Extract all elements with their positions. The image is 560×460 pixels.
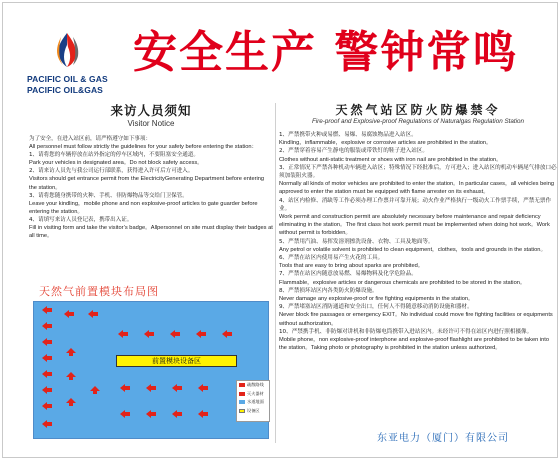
evacuation-arrow-icon <box>198 384 208 392</box>
evacuation-arrow-icon <box>120 410 130 418</box>
safety-signboard <box>2 2 558 458</box>
regulation-line: Never block fire passages or emergency EXIT。No individual could move fire fighting facilities or equipments without authorization。 <box>279 312 553 327</box>
equipment-zone: 前置模块设备区 <box>116 355 237 367</box>
company-name-line1: PACIFIC OIL & GAS <box>27 74 108 84</box>
company-name-line2: PACIFIC OIL&GAS <box>27 85 103 95</box>
module-layout-map <box>33 301 269 439</box>
legend-item <box>237 381 269 390</box>
legend-item <box>237 398 269 407</box>
legend-item <box>237 407 269 416</box>
legend-label: 灭火器材 <box>247 390 264 396</box>
regulation-line: Never damage any explosive-proof or fire fighting equipments in the station。 <box>279 296 474 303</box>
legend-item <box>237 390 269 399</box>
evacuation-arrow-icon <box>88 310 98 318</box>
evacuation-arrow-icon <box>42 306 52 314</box>
evacuation-arrow-icon <box>146 410 156 418</box>
visitor-notice-title: 来访人员须知 <box>110 103 192 118</box>
evacuation-arrow-icon <box>222 330 232 338</box>
regulation-line: Mobile phone，non explosive-proof interphone and explosive-proof flashlight are prohibited to be taken into the station。Taking photo or photography is prohibited in the station unless authorized。 <box>279 337 550 352</box>
visitor-line: 3、请将您随身携带的火种、手机、非防爆物品等交给门卫保管。 <box>29 192 188 199</box>
evacuation-arrow-icon <box>42 322 52 330</box>
main-title: 安全生产 警钟常鸣 <box>133 27 519 78</box>
layout-map-title: 天然气前置模块布局图 <box>39 285 159 298</box>
layout-legend <box>236 380 270 422</box>
regulation-line: 9、严禁堵塞站区消防通道和安全出口，任何人不得随意移动消防设施和器材。 <box>279 304 473 311</box>
evacuation-arrow-icon <box>144 330 154 338</box>
legend-swatch <box>239 400 245 404</box>
regulation-line: 2、严禁穿着容易产生静电的服装或带铁钉的鞋子进入站区。 <box>279 148 428 155</box>
evacuation-arrow-icon <box>172 410 182 418</box>
evacuation-arrow-icon <box>42 370 52 378</box>
legend-swatch <box>239 392 245 396</box>
regulation-line: Normally all kinds of motor vehicles are prohibited to enter the station。In particular cases，all vehicles being approved to enter the station must be equipped with flame arrester on its exhaust。 <box>279 181 555 196</box>
visitor-line: Leave your kindling，mobile phone and non explosive-proof articles to gate guarder before entering the station。 <box>29 200 258 215</box>
regulation-line: 6、严禁在站区内使用易产生火花的工具。 <box>279 255 384 262</box>
flame-logo-icon <box>49 31 85 69</box>
evacuation-arrow-icon <box>172 384 182 392</box>
evacuation-arrow-icon <box>196 330 206 338</box>
evacuation-arrow-icon <box>42 386 52 394</box>
legend-swatch <box>239 409 245 413</box>
evacuation-arrow-icon <box>66 372 76 380</box>
evacuation-arrow-icon <box>198 410 208 418</box>
evacuation-arrow-icon <box>42 354 52 362</box>
regulation-line: 7、严禁在站区内随意放易燃、易爆物料及化学危险品。 <box>279 271 417 278</box>
board-header <box>3 3 559 101</box>
fire-regulations-list <box>279 131 557 352</box>
visitor-line: Visitors should get entrance permit from the ElectricityGenerating Department before entering the station。 <box>29 176 265 191</box>
regulation-line: Tools that are easy to bring about sparks are prohibited。 <box>279 263 424 270</box>
regulation-line: Kindling，inflammable，explosive or corrosive articles are prohibited in the station。 <box>279 140 492 147</box>
visitor-line: All personnel must follow strictly the guidelines for your safety before entering the station： <box>29 144 258 151</box>
visitor-line: 2、请来访人员先与我公司运行部联系，获得进入许可后方可进入。 <box>29 168 194 175</box>
fire-regulations-panel <box>279 101 557 443</box>
regulation-line: 3、正常情况下严禁各种机动车辆进入站区；特殊情况下经批准后，方可进入；进入站区的机动车辆尾气排放口必须加装阻火器。 <box>279 164 557 180</box>
evacuation-arrow-icon <box>66 398 76 406</box>
evacuation-arrow-icon <box>42 338 52 346</box>
fire-regulations-subtitle: Fire-proof and Explosive-proof Regulations of Naturalgas Regulation Station <box>311 118 525 125</box>
legend-label: 水道地面 <box>247 399 264 405</box>
legend-label: 设备区 <box>247 407 260 413</box>
evacuation-arrow-icon <box>146 384 156 392</box>
panel-divider <box>275 103 276 443</box>
evacuation-arrow-icon <box>66 348 76 356</box>
regulation-line: 10、严禁携手机、非防爆对讲机和非防爆电筒携带入进站区内。未经许可不得在站区内进行照相摄像。 <box>279 328 533 335</box>
footer-company-name: 东亚电力（厦门）有限公司 <box>377 433 509 444</box>
regulation-line: 4、站区内检修、消缺等工作必须办理工作票并可靠开展；动火作业严格执行一级动火工作票手续，严禁无票作业。 <box>279 197 552 212</box>
legend-label: 疏散路线 <box>247 382 264 388</box>
evacuation-arrow-icon <box>42 420 52 428</box>
company-logo <box>19 29 119 99</box>
visitor-notice-subtitle: Visitor Notice <box>127 119 175 128</box>
fire-regulations-title: 天然气站区防火防爆禁令 <box>335 103 501 117</box>
evacuation-arrow-icon <box>90 386 100 394</box>
regulation-line: Any petrol or volatile solvent is prohibited to clean equipment，clothes，tools and grounds in the station。 <box>279 246 547 253</box>
evacuation-arrow-icon <box>120 384 130 392</box>
visitor-notice-list <box>29 135 273 240</box>
visitor-line: 4、请填写来访人员登记表，携带出入证。 <box>29 216 133 223</box>
evacuation-arrow-icon <box>42 402 52 410</box>
visitor-line: 为了安全，在进入站区前，请严格遵守如下事项： <box>29 136 152 142</box>
regulation-line: 5、严禁用汽油、易挥发溶剂擦洗设备、衣物、工具及地面等。 <box>279 238 434 245</box>
visitor-line: 1、请将您的车辆停放在站外指定的停车区域内，不要阻塞安全通道。 <box>29 152 199 159</box>
regulation-line: 8、严禁损坏站区内各类防火防爆设施。 <box>279 287 378 294</box>
visitor-line: Fill in visiting form and take the visitor’s badge。Allpersonnel on site must display their badges at all time。 <box>29 225 273 240</box>
legend-swatch <box>239 383 245 387</box>
evacuation-arrow-icon <box>64 310 74 318</box>
visitor-line: Park your vehicles in designated area。Do not block safety access。 <box>29 160 203 167</box>
regulation-line: Flammable，explosive articles or dangerous chemicals are prohibited to be stored in the station。 <box>279 279 526 286</box>
regulation-line: Clothes without anti-static treatment or shoes with iron nail are prohibited in the station。 <box>279 156 502 163</box>
evacuation-arrow-icon <box>118 330 128 338</box>
regulation-line: Work permit and construction permit are absolutely necessary before maintenance and repair deficiency eliminating in the station。The first class hot work permit must be implemented when doing hot work。Work without permit is forbidden。 <box>279 214 550 237</box>
regulation-line: 1、严禁携带火种或易燃、易爆、易腐蚀物品进入站区。 <box>279 132 417 138</box>
evacuation-arrow-icon <box>170 330 180 338</box>
